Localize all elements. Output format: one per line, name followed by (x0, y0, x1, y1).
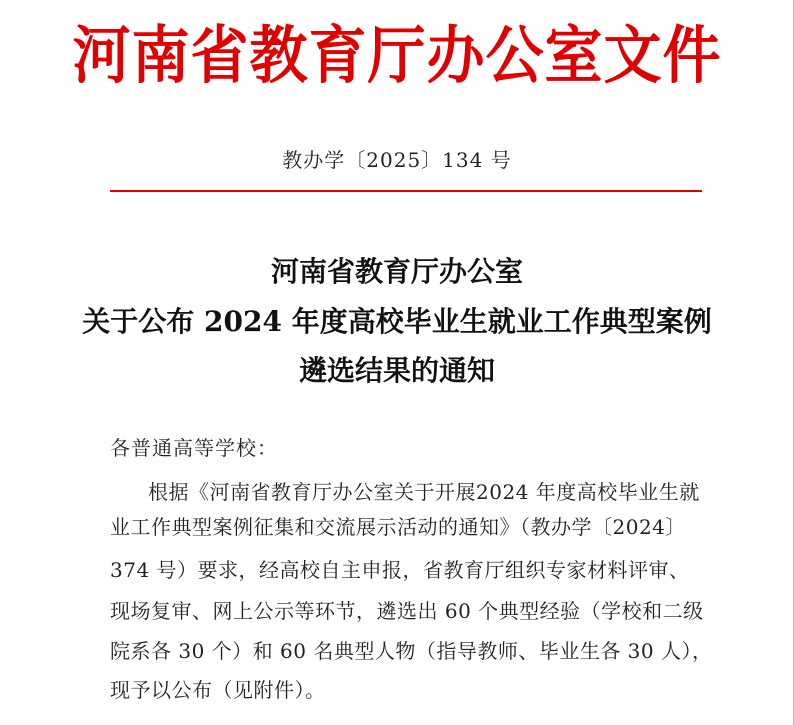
red-divider-line (110, 190, 702, 192)
body-text-line: 根据《河南省教育厅办公室关于开展2024 年度高校毕业生就 (148, 480, 700, 504)
body-text-line: 院系各 30 个）和 60 名典型人物（指导教师、毕业生各 30 人）， (110, 639, 713, 663)
body-text-line: 现予以公布（见附件）。 (110, 678, 326, 702)
document-number: 教办学〔2025〕134 号 (282, 148, 512, 172)
body-text-line: 现场复审、网上公示等环节，遴选出 60 个典型经验（学校和二级 (110, 599, 704, 623)
salutation: 各普通高等学校： (110, 436, 278, 460)
title-line-1: 河南省教育厅办公室 (270, 255, 523, 288)
document-masthead: 河南省教育厅办公室文件 (72, 18, 722, 92)
body-text-line: 374 号）要求，经高校自主申报，省教育厅组织专家材料评审、 (110, 558, 690, 582)
title-line-3: 遴选结果的通知 (298, 354, 495, 387)
title-line-2: 关于公布 2024 年度高校毕业生就业工作典型案例 (82, 305, 712, 338)
body-text-line: 业工作典型案例征集和交流展示活动的通知》（教办学〔2024〕 (110, 515, 686, 539)
